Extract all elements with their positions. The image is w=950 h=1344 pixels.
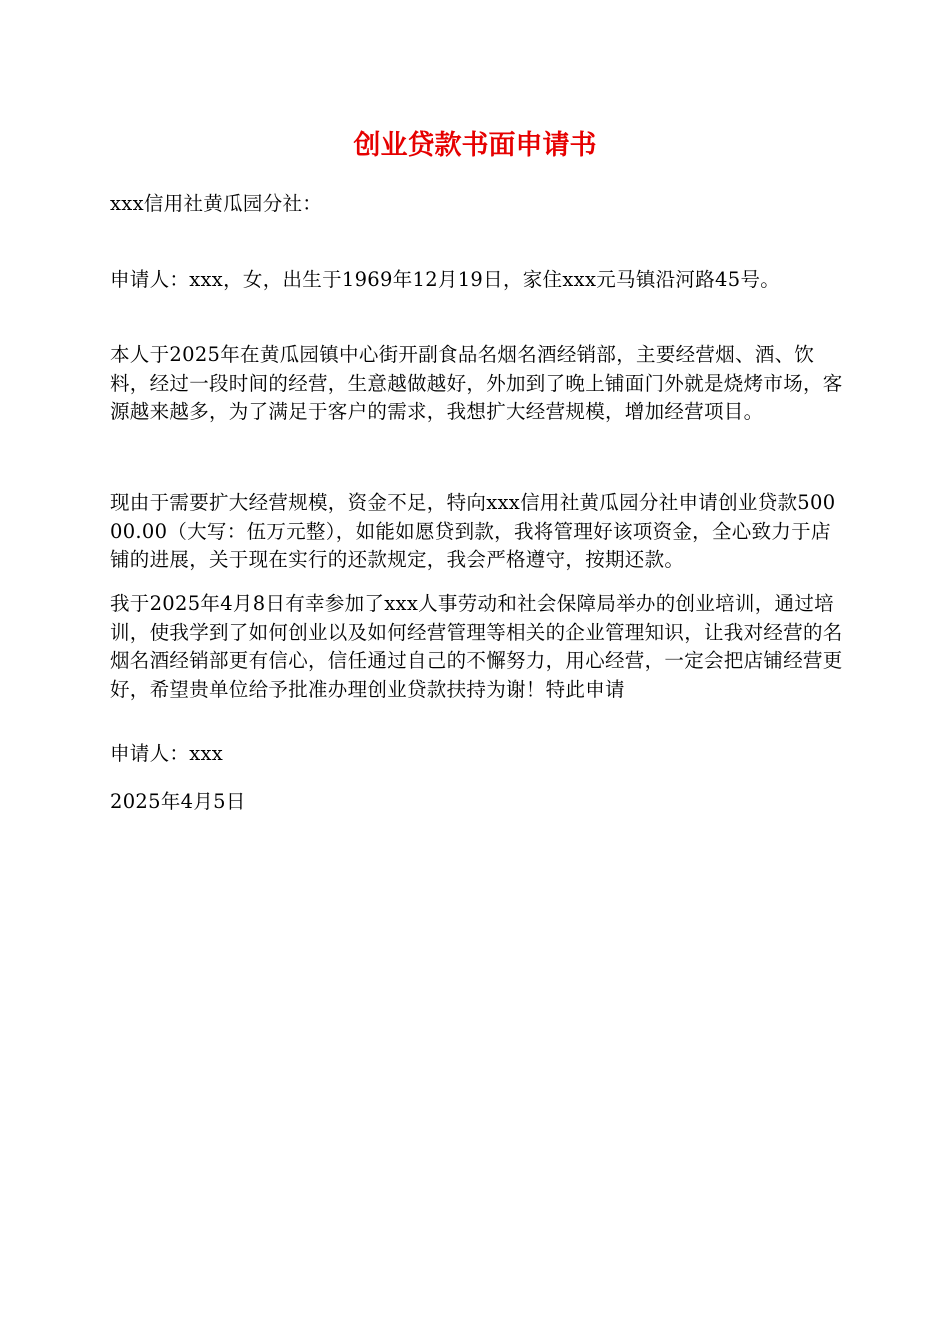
signature-line: 申请人：xxx	[110, 742, 224, 765]
paragraph-business-description: 本人于2025年在黄瓜园镇中心街开副食品名烟名酒经销部，主要经营烟、酒、饮料，经过一段时间的经营，生意越做越好，外加到了晚上铺面门外就是烧烤市场，客源越来越多，为了满足于客户的需求，我想扩大经营规模，增加经营项目。	[110, 343, 843, 423]
paragraph-loan-request: 现由于需要扩大经营规模，资金不足，特向xxx信用社黄瓜园分社申请创业贷款50000.00（大写：伍万元整），如能如愿贷到款，我将管理好该项资金，全心致力于店铺的进展，关于现在实行的还款规定，我会严格遵守，按期还款。	[110, 491, 836, 571]
document-title: 创业贷款书面申请书	[353, 130, 597, 161]
paragraph-applicant-info: 申请人：xxx，女，出生于1969年12月19日，家住xxx元马镇沿河路45号。	[110, 268, 781, 291]
salutation: xxx信用社黄瓜园分社：	[110, 192, 323, 215]
paragraph-training: 我于2025年4月8日有幸参加了xxx人事劳动和社会保障局举办的创业培训，通过培训，使我学到了如何创业以及如何经营管理等相关的企业管理知识，让我对经营的名烟名酒经销部更有信心，信任通过自己的不懈努力，用心经营，一定会把店铺经营更好，希望贵单位给予批准办理创业贷款扶持为谢！特此申请	[110, 592, 843, 701]
document-date: 2025年4月5日	[110, 790, 246, 813]
